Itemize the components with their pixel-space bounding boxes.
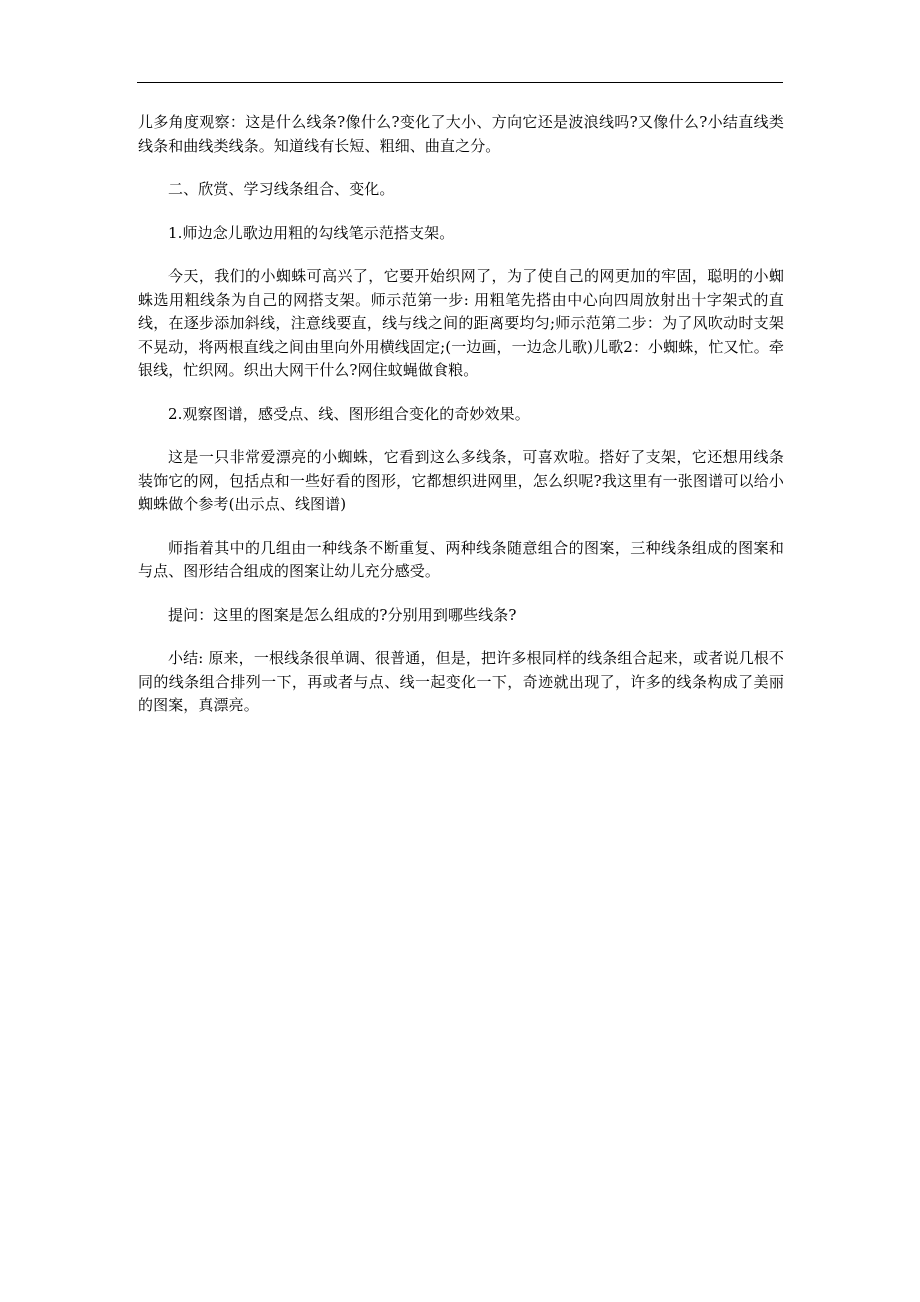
paragraph-8-question: 提问：这里的图案是怎么组成的?分别用到哪些线条? xyxy=(168,605,517,624)
header-rule xyxy=(137,82,783,83)
paragraph-4: 今天，我们的小蜘蛛可高兴了，它要开始织网了，为了使自己的网更加的牢固，聪明的小蜘蛛选用粗线条为自己的网搭支架。师示范第一步: 用粗笔先搭由中心向四周放射出十字架式的直线，在逐步添加斜线，注意线要直，线与线之间的距离要均匀;师示范第二步：为了风吹动时支架不晃动，将两根直线之间由里向外用横线固定;(一边画，一边念儿歌)儿歌2：小蜘蛛，忙又忙。牵银线，忙织网。织出大网干什么?网住蚊蝇做食粮。 xyxy=(138,267,784,379)
paragraph-2-section-heading: 二、欣赏、学习线条组合、变化。 xyxy=(168,180,395,198)
paragraph-5-step-heading: 2.观察图谱，感受点、线、图形组合变化的奇妙效果。 xyxy=(168,404,530,423)
paragraph-9-summary: 小结: 原来，一根线条很单调、很普通，但是，把许多根同样的线条组合起来，或者说几根不同的线条组合排列一下，再或者与点、线一起变化一下，奇迹就出现了，许多的线条构成了美丽的图案，真漂亮。 xyxy=(138,649,784,714)
paragraph-3-step-heading: 1.师边念儿歌边用粗的勾线笔示范搭支架。 xyxy=(168,223,455,242)
paragraph-6: 这是一只非常爱漂亮的小蜘蛛，它看到这么多线条，可喜欢啦。搭好了支架，它还想用线条装饰它的网，包括点和一些好看的图形，它都想织进网里，怎么织呢?我这里有一张图谱可以给小蜘蛛做个参考(出示点、线图谱) xyxy=(138,448,784,513)
document-body xyxy=(138,111,784,738)
paragraph-1: 儿多角度观察：这是什么线条?像什么?变化了大小、方向它还是波浪线吗?又像什么?小结直线类线条和曲线类线条。知道线有长短、粗细、曲直之分。 xyxy=(138,113,784,155)
paragraph-7: 师指着其中的几组由一种线条不断重复、两种线条随意组合的图案，三种线条组成的图案和与点、图形结合组成的图案让幼儿充分感受。 xyxy=(138,538,784,580)
